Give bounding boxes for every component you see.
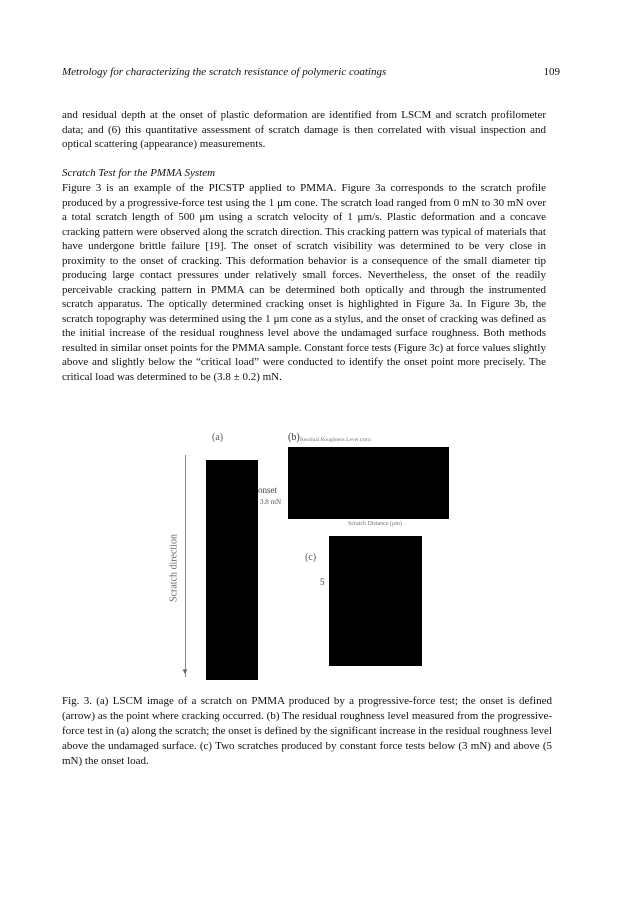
intro-paragraph: and residual depth at the onset of plastic deformation are identified from LSCM and scratch profilometer data; and (6) this quantitative assessment of scratch damage is then correlated with visual inspection and optical scattering (appearance) measurements.	[62, 109, 546, 150]
section-heading: Scratch Test for the PMMA System	[62, 167, 216, 179]
scratch-direction-axis	[185, 455, 186, 677]
panel-b-title: Residual Roughness Level (nm)	[300, 437, 371, 443]
panel-c-label: (c)	[305, 552, 317, 563]
page-number: 109	[543, 66, 560, 78]
panel-c-value: 5	[320, 577, 325, 587]
running-header	[62, 66, 560, 86]
body-paragraph: Figure 3 is an example of the PICSTP applied to PMMA. Figure 3a corresponds to the scratch profile produced by a progressive-force test using the 1 μm cone. The scratch load ranged from 0 mN to 30 mN over a total scratch length of 500 μm using a scratch velocity of 1 μm/s. Plastic deformation and a concave cracking pattern were observed along the scratch direction. This cracking pattern was typical of materials that have undergone brittle failure [19]. The onset of scratch visibility was determined to be very close in proximity to the onset of cracking. This deformation behavior is a consequence of the small diameter tip producing large contact pressures under relatively small forces. Nevertheless, the onset of the readily perceivable cracking pattern in PMMA can be determined both optically and through the instrumented scratch apparatus. The optically determined cracking onset is highlighted in Figure 3a. In Figure 3b, the scratch topography was determined using the 1 μm cone as a stylus, and the onset of cracking was defined as the initial increase of the residual roughness level above the undamaged surface roughness. Both methods resulted in similar onset points for the PMMA sample. Constant force tests (Figure 3c) at force values slightly above and slightly below the “critical load” were conducted to identify the onset point more precisely. The critical load was determined to be (3.8 ± 0.2) mN.	[62, 182, 546, 383]
onset-value: 3.8 mN	[260, 498, 281, 506]
scratch-direction-label: Scratch direction	[168, 533, 180, 603]
panel-a-label: (a)	[212, 432, 224, 443]
figure-3	[160, 430, 460, 680]
panel-b-xlabel: Scratch Distance (μm)	[348, 521, 402, 527]
arrow-down-icon: ▼	[181, 667, 189, 676]
onset-label: onset	[258, 485, 277, 495]
running-title: Metrology for characterizing the scratch resistance of polymeric coatings	[62, 66, 387, 78]
panel-c-image	[329, 536, 422, 666]
figure-caption: Fig. 3. (a) LSCM image of a scratch on PMMA produced by a progressive-force test; the onset is defined (arrow) as the point where cracking occurred. (b) The residual roughness level measured from the progressive-force test in (a) along the scratch; the onset is defined by the significant increase in the residual roughness level above the undamaged surface. (c) Two scratches produced by constant force tests below (3 mN) and above (5 mN) the onset load.	[62, 695, 552, 767]
panel-b-plot	[288, 447, 449, 519]
panel-b-label: (b)	[288, 432, 300, 443]
panel-a-image	[206, 460, 258, 680]
